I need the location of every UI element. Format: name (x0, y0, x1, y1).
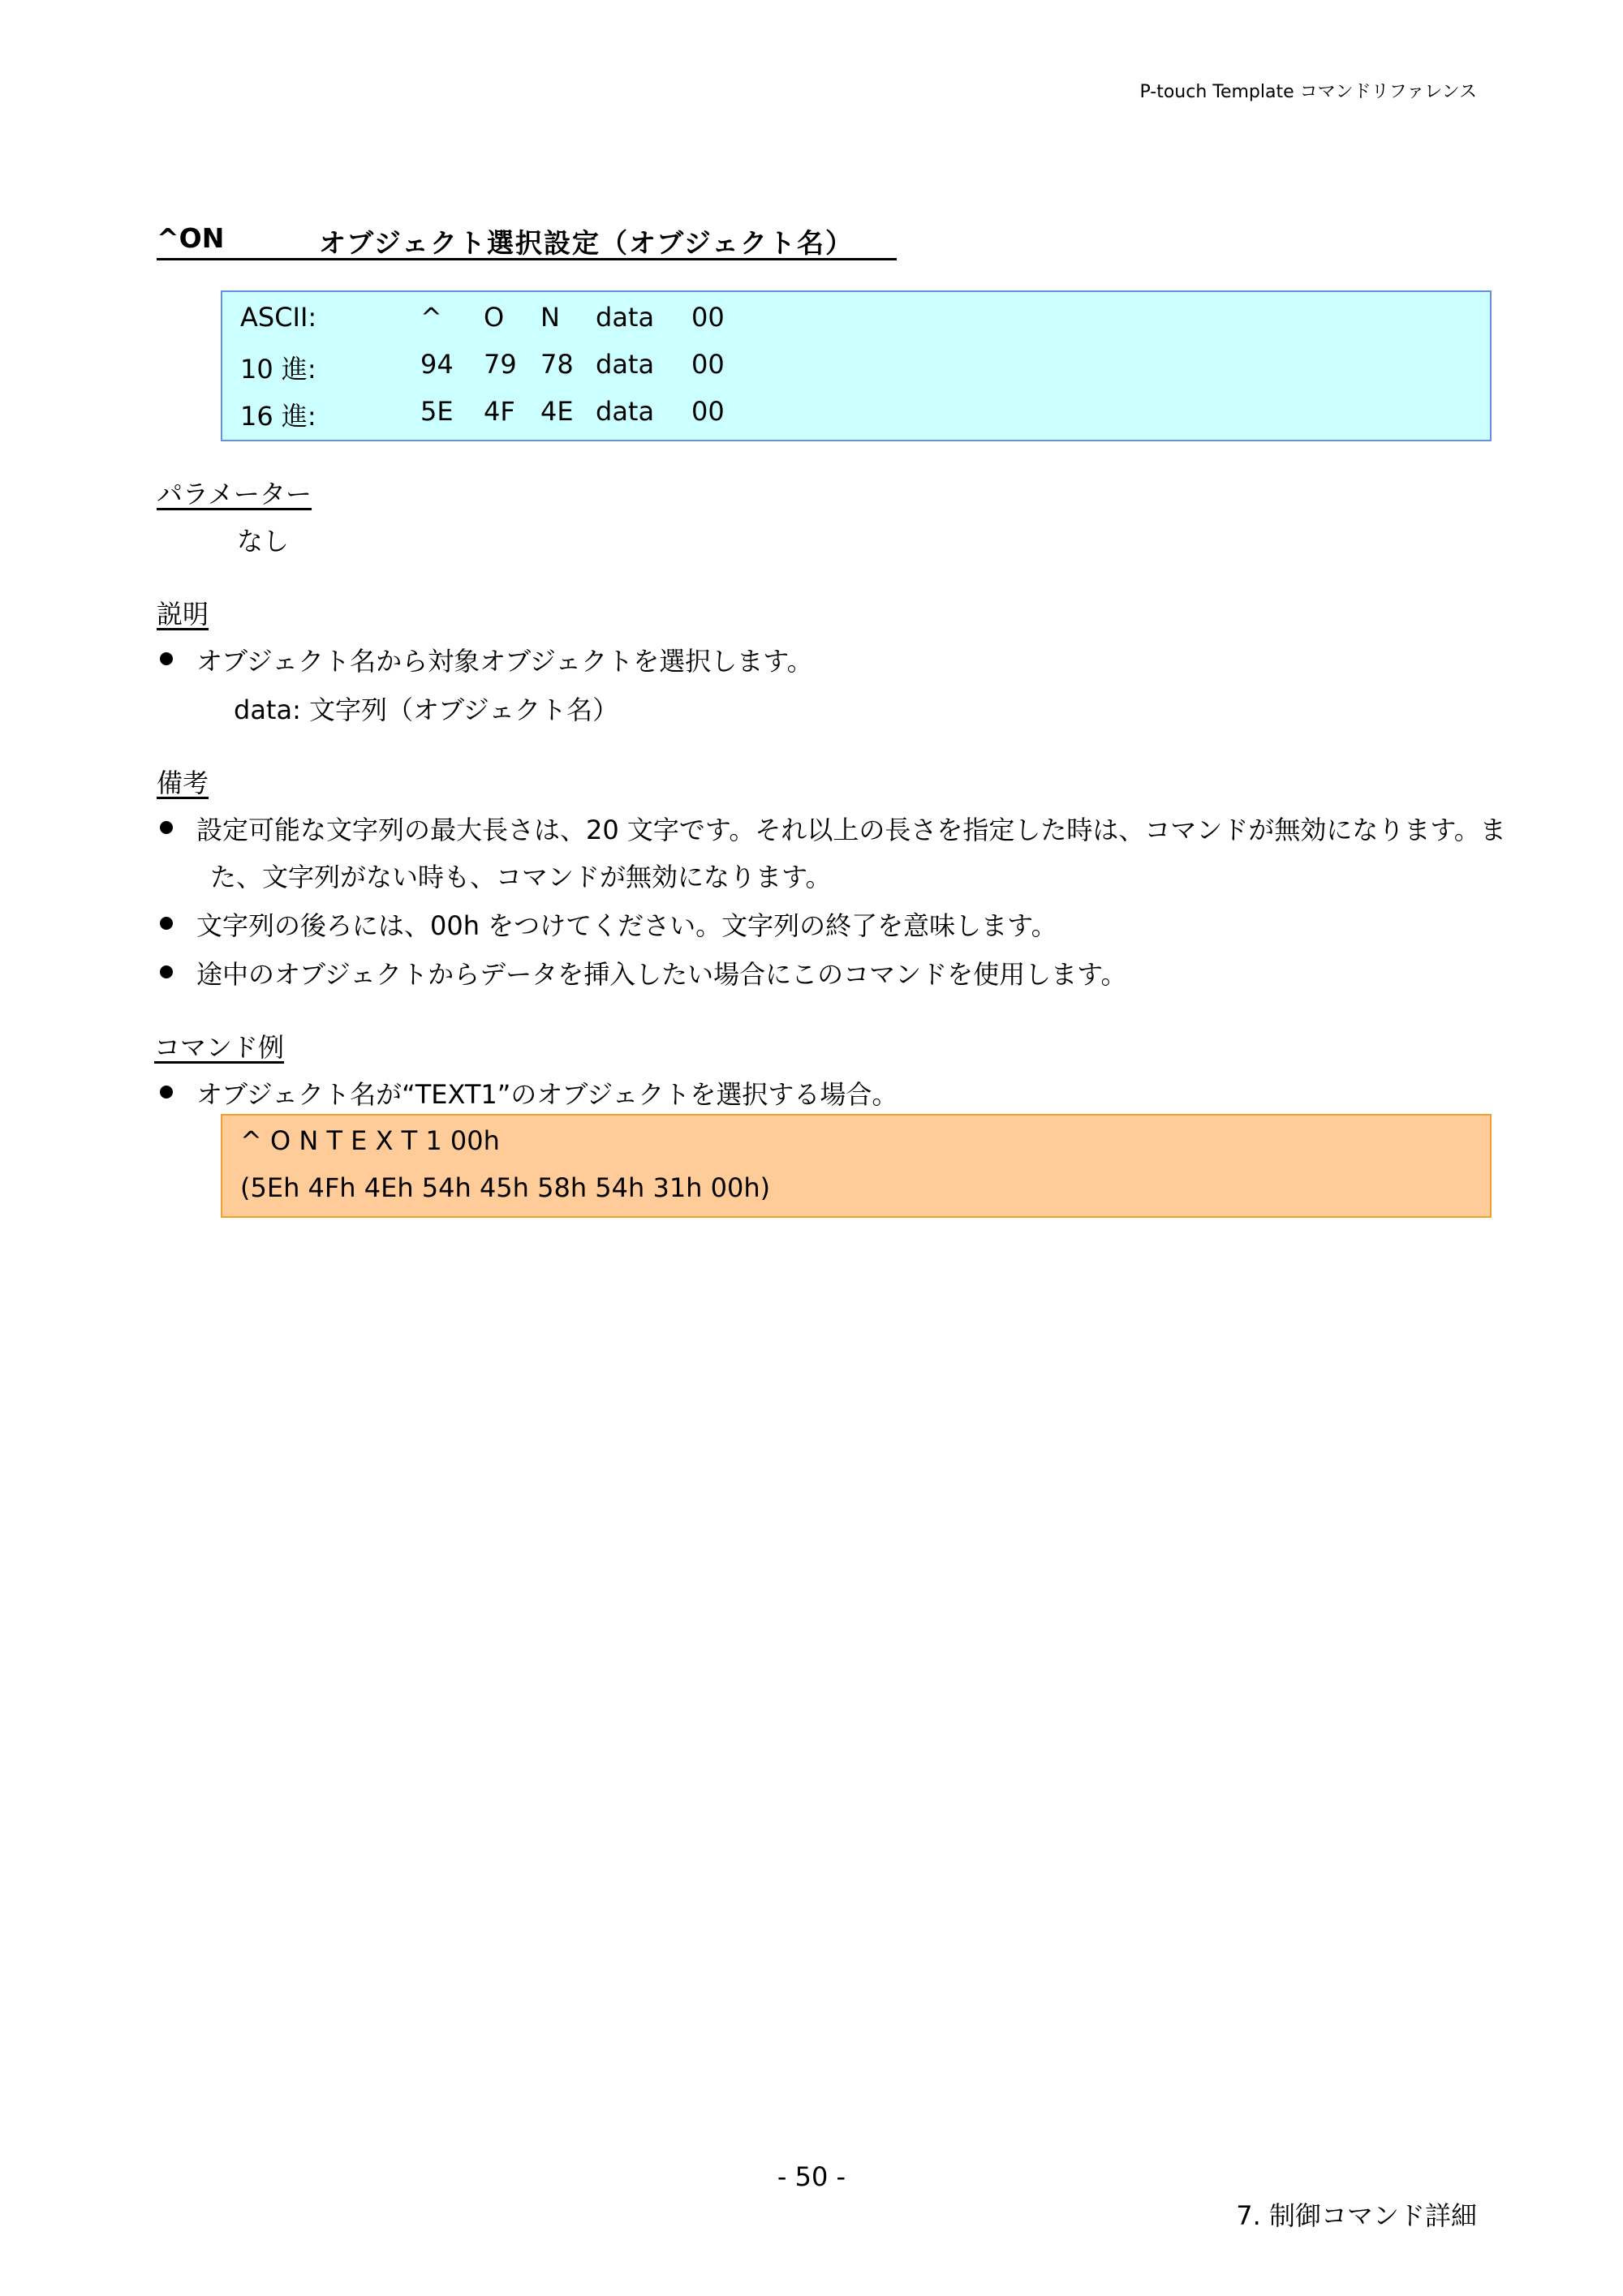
description-heading: 説明 (157, 599, 209, 630)
example-heading: コマンド例 (154, 1032, 285, 1063)
command-title (157, 222, 897, 260)
description-data-line: data: 文字列（オブジェクト名） (234, 694, 619, 725)
code-cell: ^ (420, 302, 442, 333)
notes-bullet-2: 文字列の後ろには、00h をつけてください。文字列の終了を意味します。 (196, 910, 1057, 941)
code-cell: data (596, 302, 655, 333)
notes-bullet-3: 途中のオブジェクトからデータを挿入したい場合にこのコマンドを使用します。 (196, 959, 1127, 990)
description-text: オブジェクト名から対象オブジェクトを選択します。 (196, 646, 813, 677)
code-cell: 78 (540, 349, 574, 380)
code-cell: 94 (420, 349, 454, 380)
example-description: オブジェクト名が“TEXT1”のオブジェクトを選択する場合。 (196, 1079, 898, 1110)
code-row-label: 16 進: (240, 401, 316, 432)
code-cell: 00 (691, 349, 725, 380)
example-code-box (221, 1114, 1492, 1218)
code-cell: data (596, 396, 655, 427)
code-row-ascii (222, 292, 1490, 339)
footer-section-title: 7. 制御コマンド詳細 (1236, 2200, 1477, 2231)
parameters-heading: パラメーター (157, 479, 312, 510)
code-row-hex (222, 386, 1490, 433)
code-row-label: ASCII: (240, 302, 317, 333)
code-cell: N (540, 302, 560, 333)
example-code-line-2: (5Eh 4Fh 4Eh 54h 45h 58h 54h 31h 00h) (240, 1172, 771, 1203)
code-cell: 00 (691, 396, 725, 427)
code-cell: 79 (484, 349, 517, 380)
command-name: オブジェクト選択設定（オブジェクト名） (319, 227, 855, 259)
code-cell: 00 (691, 302, 725, 333)
code-row-decimal (222, 339, 1490, 386)
bullet-icon (160, 1086, 173, 1099)
command-code: ^ON (157, 222, 225, 254)
code-cell: 4F (484, 396, 515, 427)
parameters-text: なし (237, 526, 290, 557)
code-cell: 4E (540, 396, 574, 427)
bullet-icon (160, 821, 173, 834)
code-row-label: 10 進: (240, 354, 316, 385)
bullet-icon (160, 965, 173, 978)
code-cell: O (484, 302, 505, 333)
bullet-icon (160, 917, 173, 930)
page-number: - 50 - (777, 2161, 846, 2192)
notes-bullet-1-line-2: た、文字列がない時も、コマンドが無効になります。 (210, 862, 832, 892)
notes-bullet-1-line-1: 設定可能な文字列の最大長さは、20 文字です。それ以上の長さを指定した時は、コマンドが無効になります。ま (196, 815, 1506, 845)
document-header-title: P-touch Template コマンドリファレンス (1139, 82, 1477, 102)
bullet-icon (160, 652, 173, 665)
example-code-line-1: ^ O N T E X T 1 00h (240, 1125, 500, 1156)
code-cell: 5E (420, 396, 454, 427)
code-table (221, 290, 1492, 441)
code-cell: data (596, 349, 655, 380)
notes-heading: 備考 (157, 767, 209, 798)
